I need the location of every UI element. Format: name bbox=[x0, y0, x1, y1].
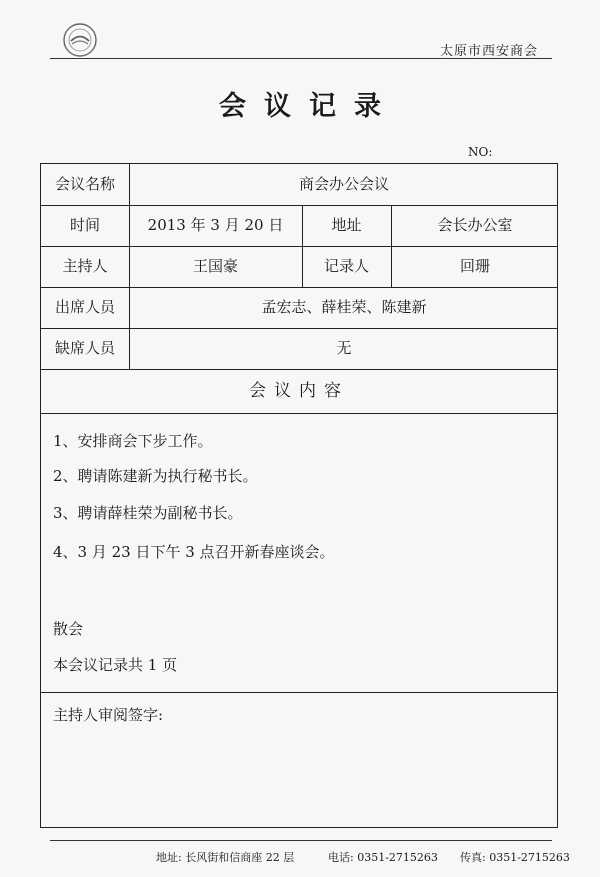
agenda-item: 3、聘请薛桂荣为副秘书长。 bbox=[53, 504, 243, 522]
host-label: 主持人 bbox=[62, 257, 108, 275]
absent-label: 缺席人员 bbox=[54, 339, 115, 357]
recorder-label: 记录人 bbox=[323, 257, 369, 275]
footer-fax: 传真: 0351-2715263 bbox=[460, 851, 570, 864]
time-value: 2013 年 3 月 20 日 bbox=[147, 216, 284, 234]
content-section-title: 会议内容 bbox=[41, 369, 557, 414]
host-value: 王国豪 bbox=[192, 257, 238, 275]
footer-phone: 电话: 0351-2715263 bbox=[328, 851, 438, 864]
agenda-item: 4、3 月 23 日下午 3 点召开新春座谈会。 bbox=[53, 543, 335, 561]
time-label: 时间 bbox=[69, 216, 100, 234]
footer-address: 地址: 长风街和信商座 22 层 bbox=[156, 851, 295, 864]
recorder-value: 回珊 bbox=[459, 257, 490, 275]
host-signature-label: 主持人审阅签字: bbox=[53, 706, 164, 724]
header-divider bbox=[50, 58, 552, 59]
organization-name: 太原市西安商会 bbox=[439, 44, 538, 59]
attendees-label: 出席人员 bbox=[54, 298, 115, 316]
minutes-form bbox=[40, 163, 558, 828]
agenda-item: 1、安排商会下步工作。 bbox=[53, 432, 213, 450]
meeting-name-label: 会议名称 bbox=[54, 175, 115, 193]
footer-divider bbox=[50, 840, 552, 841]
location-label: 地址 bbox=[331, 216, 362, 234]
time-location-row bbox=[41, 205, 557, 247]
agenda-item: 2、聘请陈建新为执行秘书长。 bbox=[53, 467, 258, 485]
location-value: 会长办公室 bbox=[437, 216, 513, 234]
meeting-name-row bbox=[41, 164, 557, 206]
signature-divider bbox=[41, 692, 557, 693]
organization-seal-logo bbox=[62, 22, 98, 58]
absent-value: 无 bbox=[336, 339, 352, 357]
attendees-row bbox=[41, 287, 557, 329]
absent-row bbox=[41, 328, 557, 370]
document-title: 会议记录 bbox=[219, 91, 399, 122]
meeting-name-value: 商会办公会议 bbox=[298, 175, 389, 193]
page-count-note: 本会议记录共 1 页 bbox=[53, 656, 178, 674]
adjourn-note: 散会 bbox=[53, 620, 84, 638]
host-recorder-row bbox=[41, 246, 557, 288]
document-number-label: NO: bbox=[468, 145, 493, 159]
attendees-value: 孟宏志、薛桂荣、陈建新 bbox=[261, 298, 427, 316]
